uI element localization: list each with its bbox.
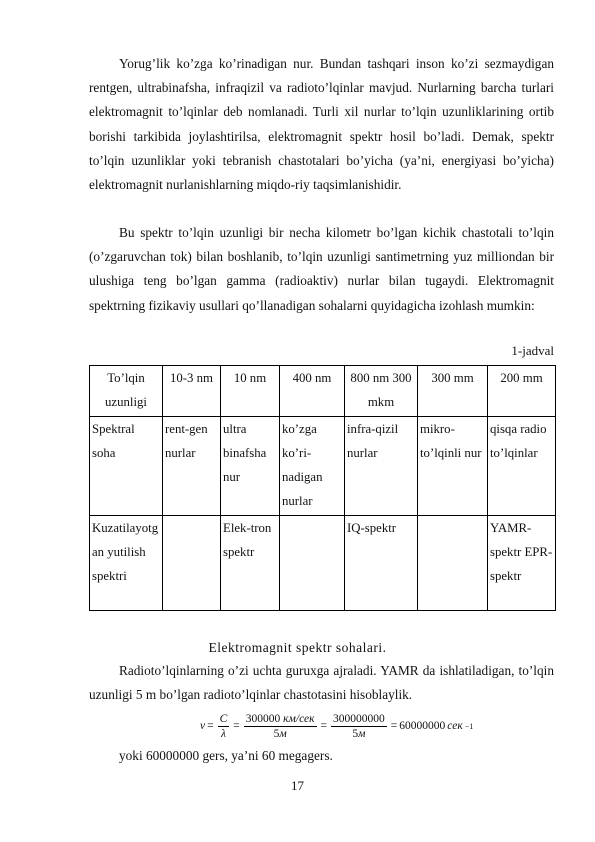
frequency-formula: ν = $\frac{C}{\lambda}$ = $\frac{\text{300000 км/сек}}{5м}$ = $\frac{300000000}{5м}$ = 60000000 сек −1 — [200, 712, 474, 740]
formula-equals: = — [207, 720, 214, 732]
header-cell: 200 mm — [488, 366, 556, 417]
paragraph-radio: Radioto’lqinlarning o’zi uchta guruxga ajraladi. YAMR da ishlatiladigan, to’lqin uzunligi 5 m bo’lgan radioto’lqinlar chastotasini hisoblaylik. — [89, 663, 554, 703]
table-cell: ko’zga ko’ri-nadigan nurlar — [280, 417, 345, 516]
table-cell: rent-gen nurlar — [163, 417, 221, 516]
table-row-observed — [90, 516, 556, 611]
paragraph-intro: Yorug’lik ko’zga ko’rinadigan nur. Bundan tashqari inson ko’zi sezmaydigan rentgen, ultrabinafsha, infraqizil va radioto’lqinlar mavjud. Nurlarning barcha turlari elektromagnit to’lqinlar deb nomlanadi. Turli xil nurlar to’lqin uzunliklarining ortib borishi tarkibida joylashtirilsa, elektromagnit spektr hosil bo’ladi. Demak, spektr to’lqin uzunliklar yoki tebranish chastotalari bo’yicha (ya’ni, energiyasi bo’yicha) elektromagnit nurlanishlarning miqdo-riy taqsimlanishidir. — [89, 56, 554, 193]
table-cell — [280, 516, 345, 611]
page-number: 17 — [291, 778, 304, 793]
table-label: 1-jadval — [511, 343, 554, 358]
header-cell: 10-3 nm — [163, 366, 221, 417]
header-cell: 10 nm — [221, 366, 280, 417]
header-cell: 300 mm — [418, 366, 488, 417]
table-row-spectral — [90, 417, 556, 516]
paragraph-result: yoki 60000000 gers, ya’ni 60 megagers. — [119, 748, 333, 763]
header-cell: 800 nm 300 mkm — [345, 366, 418, 417]
table-cell: Elek-tron spektr — [221, 516, 280, 611]
formula-fraction-2: $\frac{300000000}{5м}$ — [333, 712, 385, 740]
table-cell: IQ-spektr — [345, 516, 418, 611]
table-cell: ultra binafsha nur — [221, 417, 280, 516]
formula-nu: ν — [200, 720, 206, 732]
table-header-row — [90, 366, 556, 417]
formula-result: 60000000 — [399, 720, 446, 732]
table-cell: Kuzatilayotgan yutilish spektri — [90, 516, 163, 611]
spectrum-table — [89, 365, 556, 611]
table-cell: infra-qizil nurlar — [345, 417, 418, 516]
formula-fraction-c-lambda: $\frac{C}{\lambda}$ — [219, 712, 228, 740]
header-cell: 400 nm — [280, 366, 345, 417]
table-cell: mikro-to’lqinli nur — [418, 417, 488, 516]
formula-unit: сек — [447, 720, 463, 732]
table-cell: YAMR-spektr EPR-spektr — [488, 516, 556, 611]
table-cell — [163, 516, 221, 611]
header-cell: To’lqin uzunligi — [90, 366, 163, 417]
formula-exponent: −1 — [464, 721, 474, 731]
table-caption: Elektromagnit spektr sohalari. — [208, 640, 387, 655]
table-cell — [418, 516, 488, 611]
table-cell: Spektral soha — [90, 417, 163, 516]
paragraph-spectrum: Bu spektr to’lqin uzunligi bir necha kilometr bo’lgan kichik chastotali to’lqin (o’zgaruvchan tok) bilan boshlanib, to’lqin uzunligi santimetrning yuz milliondan bir ulushiga teng bo’lgan gamma (radioaktiv) nurlar bilan tugaydi. Elektromagnit spektrning fizikaviy usullari qo’llanadigan sohalarni quyidagicha izohlash mumkin: — [89, 225, 554, 313]
table-cell: qisqa radio to’lqinlar — [488, 417, 556, 516]
formula-fraction-1: $\frac{\text{300000 км/сек}}{5м}$ — [245, 712, 315, 740]
